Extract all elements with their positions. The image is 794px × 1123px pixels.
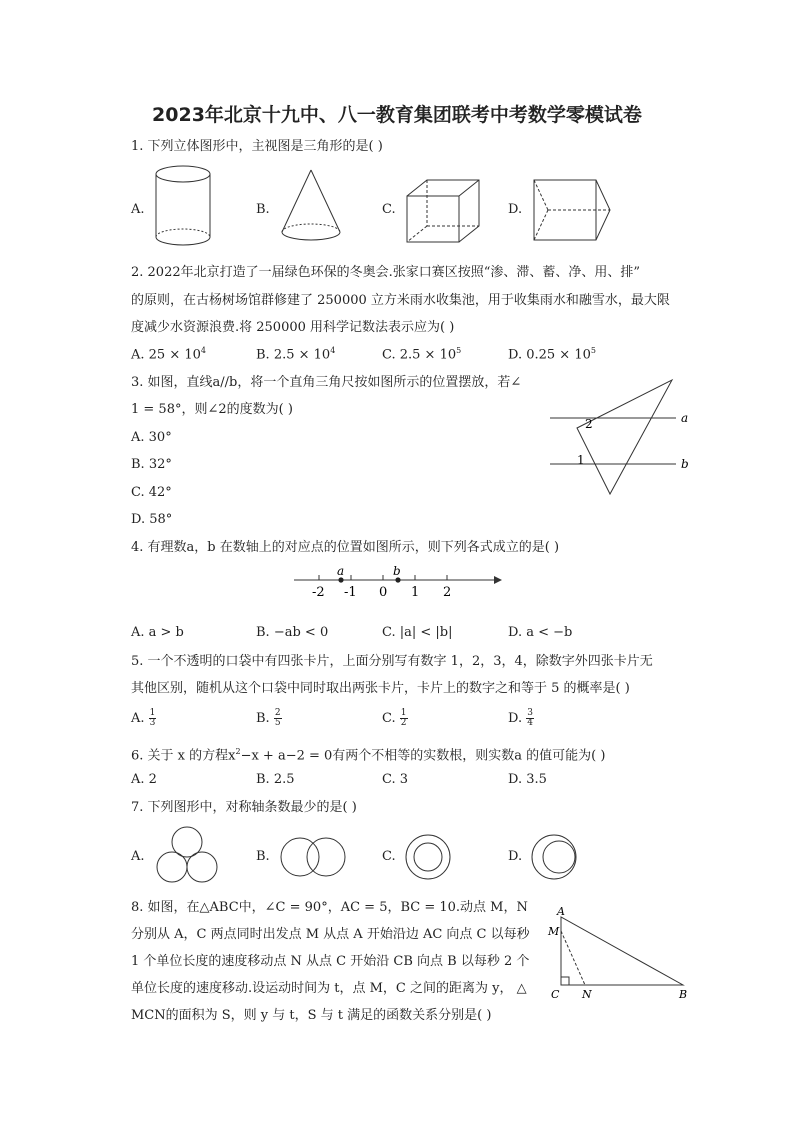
q6-option-c: C. 3	[382, 772, 409, 787]
q7-internally-tangent-circles-figure	[530, 833, 586, 883]
point-b-label: b	[393, 564, 401, 578]
q6-option-d: D. 3.5	[508, 772, 547, 787]
question-1-stem: 1. 下列立体图形中，主视图是三角形的是( )	[131, 139, 383, 154]
q2-option-d: D. $0.25 \times 10^5$	[508, 346, 596, 363]
point-a-label: a	[337, 564, 345, 578]
q3-parallel-lines-figure	[550, 376, 700, 501]
q7-option-a-label: A.	[131, 849, 145, 864]
q4-option-d: D. a < −b	[508, 625, 573, 640]
q1-option-b-label: B.	[256, 202, 270, 217]
question-8-line-3: 1 个单位长度的速度移动点 N 从点 C 开始沿 CB 向点 B 以每秒 2 个	[131, 954, 530, 969]
q1-prism-figure	[530, 176, 620, 246]
question-2-line-1: 2. 2022年北京打造了一届绿色环保的冬奥会.张家口赛区按照“渗、滞、蓄、净、用、排”	[131, 265, 641, 280]
q4-option-b: B. −ab < 0	[256, 625, 329, 640]
q7-three-circles-figure	[155, 825, 219, 887]
q4-option-a: A. a > b	[131, 625, 184, 640]
q4-number-line	[290, 562, 505, 602]
tick-label: 0	[379, 585, 388, 600]
line-a-label: a	[681, 411, 689, 425]
q3-option-d: D. 58°	[131, 512, 173, 527]
q1-cone-figure	[278, 168, 348, 248]
question-7-stem: 7. 下列图形中，对称轴条数最少的是( )	[131, 800, 357, 815]
question-8-line-1: 8. 如图，在△ABC中，∠C = 90°，AC = 5，BC = 10.动点 M，N	[131, 900, 528, 915]
q7-option-d-label: D.	[508, 849, 523, 864]
q1-option-a-label: A.	[131, 202, 145, 217]
q7-overlapping-circles-figure	[278, 835, 350, 879]
q7-option-c-label: C.	[382, 849, 396, 864]
question-8-line-2: 分别从 A，C 两点同时出发点 M 从点 A 开始沿边 AC 向点 C 以每秒	[131, 927, 530, 942]
q1-option-d-label: D.	[508, 202, 523, 217]
q7-concentric-circles-figure	[404, 833, 460, 883]
q2-option-b: B. $2.5 \times 10^4$	[256, 346, 336, 363]
q3-option-b: B. 32°	[131, 457, 172, 472]
tick-label: 2	[443, 585, 452, 600]
q6-option-b: B. 2.5	[256, 772, 295, 787]
point-m-label: M	[548, 925, 560, 938]
q8-right-triangle-figure	[545, 905, 695, 1005]
q6-option-a: A. 2	[131, 772, 157, 787]
q7-option-b-label: B.	[256, 849, 270, 864]
question-2-line-3: 度减少水资源浪费.将 250000 用科学记数法表示应为( )	[131, 320, 455, 335]
line-b-label: b	[681, 457, 689, 471]
tick-label: -1	[344, 585, 357, 600]
angle-1-label: 1	[577, 453, 585, 467]
q5-option-d: D. $\frac{3}{4}$	[508, 708, 533, 728]
angle-2-label: 2	[585, 417, 593, 431]
q4-option-c: C. |a| < |b|	[382, 625, 453, 640]
vertex-c-label: C	[551, 988, 560, 1001]
question-5-line-1: 5. 一个不透明的口袋中有四张卡片，上面分别写有数字 1，2，3，4，除数字外四张卡片无	[131, 654, 653, 669]
tick-label: -2	[312, 585, 325, 600]
question-8-line-5: MCN的面积为 S，则 y 与 t，S 与 t 满足的函数关系分别是( )	[131, 1008, 492, 1023]
q5-option-c: C. $\frac{1}{2}$	[382, 708, 407, 728]
vertex-a-label: A	[557, 905, 565, 918]
question-3-line-2: 1 = 58°，则∠2的度数为( )	[131, 402, 293, 417]
q3-option-c: C. 42°	[131, 485, 172, 500]
q3-option-a: A. 30°	[131, 430, 172, 445]
q2-option-c: C. $2.5 \times 10^5$	[382, 346, 462, 363]
question-3-line-1: 3. 如图，直线a//b，将一个直角三角尺按如图所示的位置摆放，若∠	[131, 375, 522, 390]
q1-cylinder-figure	[150, 163, 220, 253]
question-4-stem: 4. 有理数a，b 在数轴上的对应点的位置如图所示，则下列各式成立的是( )	[131, 540, 560, 555]
tick-label: 1	[411, 585, 420, 600]
question-6-stem: 6. 关于 x 的方程$x^2-x + a-2 = 0$有两个不相等的实数根，则实数a 的值可能为( )	[131, 747, 606, 764]
q2-option-a: A. $25 \times 10^4$	[131, 346, 206, 363]
question-8-line-4: 单位长度的速度移动.设运动时间为 t，点 M，C 之间的距离为 y， △	[131, 981, 527, 996]
page-title: 2023年北京十九中、八一教育集团联考中考数学零模试卷	[152, 104, 642, 126]
q1-cube-figure	[405, 178, 485, 248]
question-2-line-2: 的原则，在古杨树场馆群修建了 250000 立方米雨水收集池，用于收集雨水和融雪水，最大限	[131, 293, 670, 308]
q5-option-a: A. $\frac{1}{3}$	[131, 708, 156, 728]
point-n-label: N	[582, 988, 592, 1001]
question-5-line-2: 其他区别，随机从这个口袋中同时取出两张卡片，卡片上的数字之和等于 5 的概率是( )	[131, 681, 630, 696]
q1-option-c-label: C.	[382, 202, 396, 217]
q5-option-b: B. $\frac{2}{5}$	[256, 708, 281, 728]
vertex-b-label: B	[679, 988, 688, 1001]
